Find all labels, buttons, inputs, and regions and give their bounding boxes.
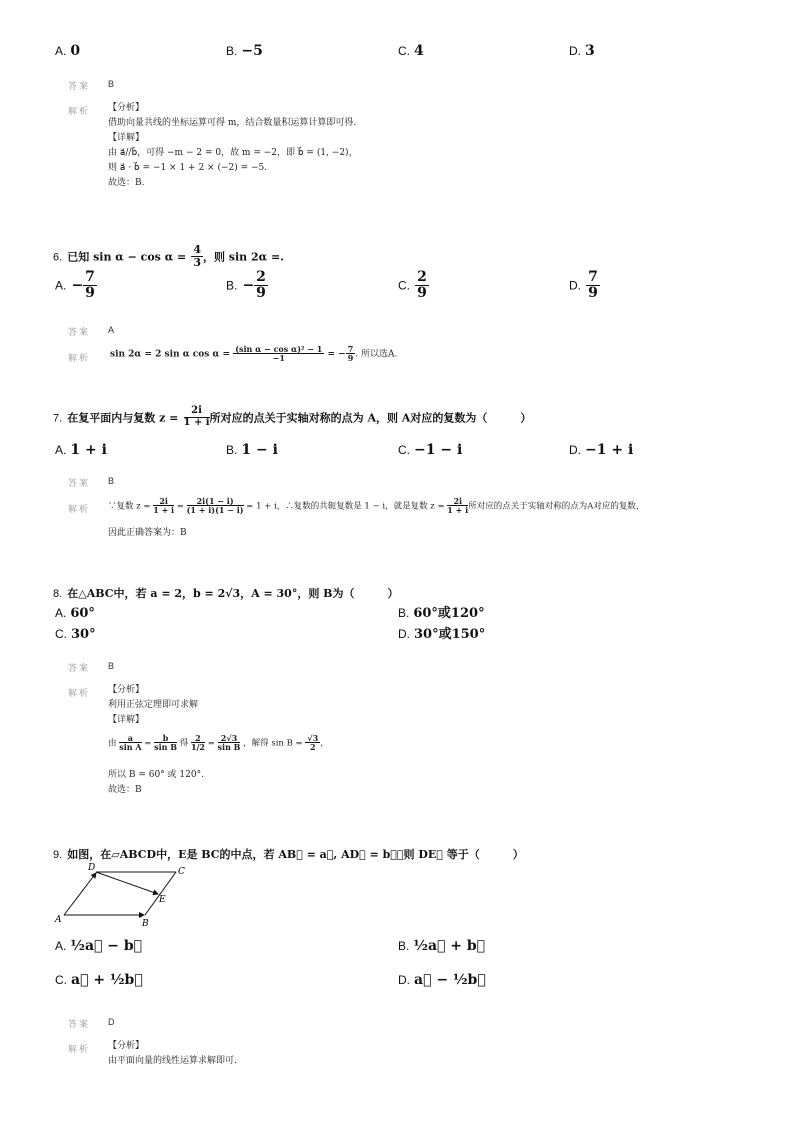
q8-option-c: C. 30° [55,627,96,642]
label-e: E [159,895,166,905]
q8-solution-head: 【分析】 利用正弦定理即可求解 【详解】 [108,685,199,725]
q9-analysis-tag: 解析 [68,1044,91,1054]
q7-solution: ∵复数 z = $\frac{2i}{1 + i}$ = $\frac{2i(1 - i)}{(1 + i)(1 - i)}$ = 1 + i，∴复数的共轭复数是 1 − i，就是复数 z = $\frac{2i}{1 + i}$ 所对应的点关于实轴对称的点为A对应的复数， [108,496,645,516]
q8-solution-tail: 所以 B = 60° 或 120°. 故选：B [108,770,204,795]
q6-answer: A [108,325,115,335]
label-b: B [142,919,149,928]
q5-answer: B [108,79,115,89]
q7-option-a: A. 1 + i [55,442,107,458]
label-c: C [178,867,185,877]
q9-answer-tag: 答案 [68,1019,91,1029]
q7-option-b: B. 1 − i [226,442,278,458]
vector-ad [64,873,96,915]
q7-answer: B [108,476,115,486]
q6-stem-fraction: $\frac{4}{3}$ [193,243,201,269]
q9-stem: 9. 如图，在▱ABCD中，E是 BC的中点，若 AB⃗ = a⃗, AD⃗ = b⃗，则 DE⃗ 等于（ ） [53,848,524,861]
label-a: A [55,915,62,925]
q8-option-d: D. 30°或150° [398,627,486,642]
q5-option-c: C. 4 [398,43,424,59]
q8-solution-eq: 由 $\frac{a}{\text{sin A}}$ = $\frac{b}{\text{sin B}}$ 得 $\frac{2}{1/2}$ = $\frac{2√3}{\text{sin B}}$ ，解得 sin B = $\frac{√3}{2}$ ， [108,733,329,753]
q5-option-b: B. −5 [226,43,263,59]
q6-answer-tag: 答案 [68,327,91,337]
q8-option-b: B. 60°或120° [398,606,485,621]
q6-option-a: A. − $\frac{7}{9}$ [55,269,95,301]
segment-cb [145,872,176,915]
q9-solution: 【分析】 由平面向量的线性运算求解即可. [108,1041,237,1066]
q5-analysis-tag: 解析 [68,106,91,116]
q8-stem: 8. 在△ABC中，若 a = 2，b = 2√3，A = 30°，则 B为（ ） [53,587,399,600]
q9-option-b: B. ½a⃗ + b⃗ [398,938,486,954]
q8-answer-tag: 答案 [68,663,91,673]
q8-answer: B [108,661,115,671]
q9-option-c: C. a⃗ + ½b⃗ [55,972,143,988]
q7-analysis-tag: 解析 [68,504,91,514]
label-d: D [88,863,96,873]
q5-option-a: A. 0 [55,43,81,59]
q6-solution: sin 2α = 2 sin α cos α = $\frac{\text{(sin α − cos α)² − 1}}{-1}$ = − $\frac{7}{9}$ . 所以选A. [110,344,398,364]
q6-option-d: D. $\frac{7}{9}$ [569,269,598,301]
q9-option-d: D. a⃗ − ½b⃗ [398,972,486,988]
q9-answer: D [108,1017,115,1027]
q6-stem: 6. 已知 sin α − cos α = $\frac{4}{3}$ ，则 sin 2α =. [53,243,284,269]
q7-option-d: D. −1 + i [569,442,634,458]
q9-parallelogram-figure [52,860,192,928]
q8-analysis-tag: 解析 [68,688,91,698]
q7-solution-line2: 因此正确答案为：B [108,528,187,538]
q7-stem: 7. 在复平面内与复数 z = $\frac{2i}{1 + i}$ 所对应的点关于实轴对称的点为 A，则 A对应的复数为（ ） [53,405,532,428]
vector-de [96,872,158,894]
q8-option-a: A. 60° [55,606,95,621]
q5-solution: 【分析】 借助向量共线的坐标运算可得 m，结合数量积运算计算即可得. 【详解】 由 a⃗//b⃗，可得 −m − 2 = 0，故 m = −2，即 b⃗ = (1, −2)， 则 a⃗ · b⃗ = −1 × 1 + 2 × (−2) = −5. 故选：B. [108,103,358,188]
q6-option-c: C. $\frac{2}{9}$ [398,269,427,301]
q6-analysis-tag: 解析 [68,353,91,363]
q5-answer-tag: 答案 [68,81,91,91]
q5-option-d: D. 3 [569,43,595,59]
q9-option-a: A. ½a⃗ − b⃗ [55,938,143,954]
q7-option-c: C. −1 − i [398,442,463,458]
q6-option-b: B. − $\frac{2}{9}$ [226,269,266,301]
q7-answer-tag: 答案 [68,478,91,488]
